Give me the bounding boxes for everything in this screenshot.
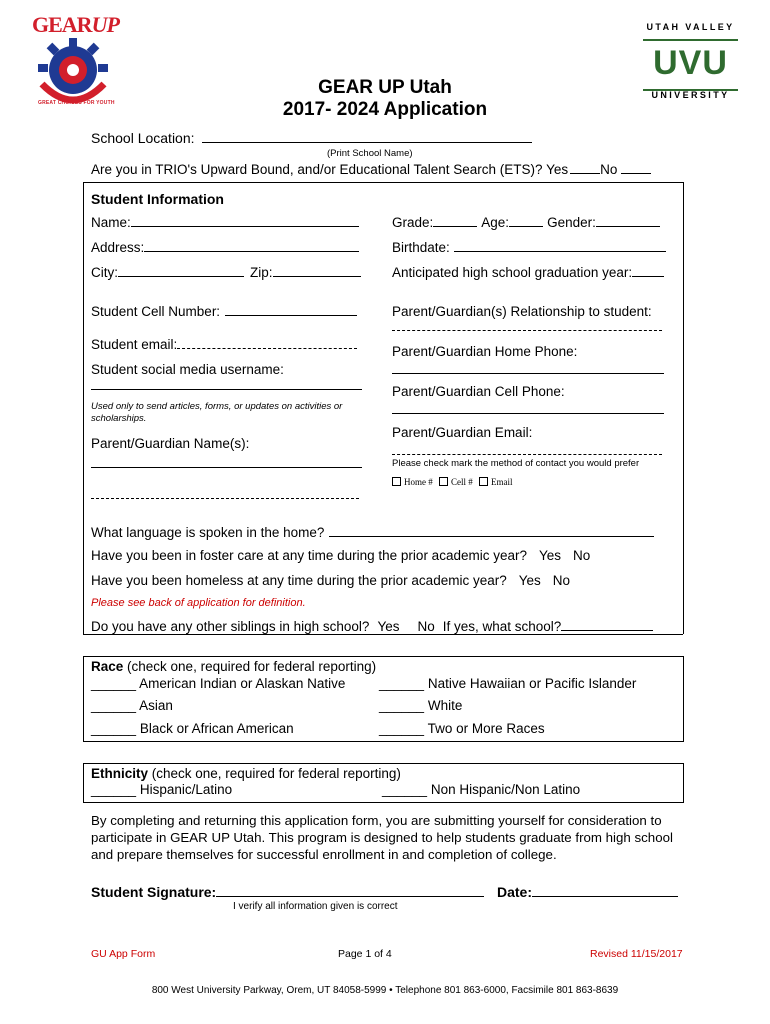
race-option-asian[interactable]: ______ Asian: [91, 698, 173, 713]
age-field[interactable]: [509, 214, 543, 227]
social-note: Used only to send articles, forms, or updates on activities or scholarships.: [91, 401, 343, 424]
race-option-american-indian[interactable]: ______ American Indian or Alaskan Native: [91, 676, 346, 691]
uvu-logo-mark: UVU: [653, 44, 728, 82]
signature-field[interactable]: [216, 884, 484, 897]
signature-label: Student Signature:: [91, 884, 217, 900]
parent-names-field-1[interactable]: [91, 467, 362, 468]
siblings-yes-option[interactable]: Yes: [377, 619, 400, 634]
homeless-question: Have you been homeless at any time during the prior academic year?: [91, 573, 507, 588]
ethnicity-heading-note: (check one, required for federal reporting): [148, 766, 401, 781]
date-label: Date:: [497, 884, 533, 900]
student-info-heading: Student Information: [91, 191, 224, 207]
trio-no-label: No: [600, 162, 618, 177]
cell-label: Student Cell Number:: [91, 304, 221, 319]
checkbox-icon: [479, 477, 488, 486]
trio-question: Are you in TRIO's Upward Bound, and/or Educational Talent Search (ETS)? Yes: [91, 162, 569, 177]
race-option-black[interactable]: ______ Black or African American: [91, 721, 294, 736]
parent-names-field-2[interactable]: [91, 498, 359, 499]
race-heading-note: (check one, required for federal reporting): [123, 659, 377, 674]
parent-email-label: Parent/Guardian Email:: [392, 425, 533, 440]
grade-label: Grade:: [392, 215, 434, 230]
ethnicity-option-hispanic[interactable]: ______ Hispanic/Latino: [91, 782, 233, 797]
address-label: Address:: [91, 240, 145, 255]
ethnicity-heading: Ethnicity: [91, 766, 149, 781]
contact-note: Please check mark the method of contact you would prefer: [392, 458, 640, 469]
uvu-logo-top: UTAH VALLEY: [646, 22, 735, 32]
grad-year-field[interactable]: [632, 264, 664, 277]
footer-revised: Revised 11/15/2017: [590, 948, 683, 960]
race-heading: Race: [91, 659, 124, 674]
city-label: City:: [91, 265, 118, 280]
parent-email-field[interactable]: [392, 454, 662, 455]
gear-icon: [34, 36, 112, 110]
cell-phone-field[interactable]: [392, 413, 664, 414]
homeless-yes-option[interactable]: Yes: [518, 573, 541, 588]
home-phone-field[interactable]: [392, 373, 664, 374]
relationship-label: Parent/Guardian(s) Relationship to student:: [392, 304, 652, 319]
date-field[interactable]: [532, 884, 678, 897]
social-field[interactable]: [91, 389, 362, 390]
footer-address: 800 West University Parkway, Orem, UT 84058-5999 • Telephone 801 863-6000, Facsimile 801 863-8639: [151, 985, 619, 996]
gearup-logo-accent: UP: [91, 12, 119, 37]
checkbox-icon: [439, 477, 448, 486]
name-label: Name:: [91, 215, 131, 230]
siblings-question: Do you have any other siblings in high school?: [91, 619, 370, 634]
footer-page-number: Page 1 of 4: [338, 948, 392, 960]
city-field[interactable]: [118, 264, 244, 277]
uvu-logo-bottom: UNIVERSITY: [651, 90, 730, 100]
cell-phone-label: Parent/Guardian Cell Phone:: [392, 384, 565, 399]
homeless-no-option[interactable]: No: [552, 573, 571, 588]
gearup-logo-ring-text: GREAT CHOICES FOR YOUTH: [38, 100, 115, 106]
race-option-white[interactable]: ______ White: [379, 698, 463, 713]
language-field[interactable]: [329, 524, 654, 537]
relationship-field[interactable]: [392, 330, 662, 331]
foster-no-option[interactable]: No: [573, 548, 591, 563]
contact-email-option[interactable]: Email: [479, 477, 513, 487]
form-title: GEAR UP Utah: [318, 77, 452, 98]
consent-statement: By completing and returning this application form, you are submitting yourself for consideration to participate in GEAR UP Utah. This program is designed to help students graduate from high school and prepare themselves for successful enrollment in and completion of college.: [91, 813, 673, 862]
school-location-label: School Location:: [91, 130, 195, 146]
siblings-no-option[interactable]: No: [417, 619, 435, 634]
home-phone-label: Parent/Guardian Home Phone:: [392, 344, 578, 359]
gearup-logo: [30, 10, 119, 110]
social-label: Student social media username:: [91, 362, 284, 377]
language-question: What language is spoken in the home?: [91, 525, 325, 540]
footer-form-id: GU App Form: [91, 948, 156, 960]
birthdate-label: Birthdate:: [392, 240, 450, 255]
trio-yes-field[interactable]: [570, 161, 600, 174]
zip-field[interactable]: [273, 264, 361, 277]
email-label: Student email:: [91, 337, 178, 352]
grade-field[interactable]: [433, 214, 477, 227]
gender-field[interactable]: [596, 214, 660, 227]
foster-question: Have you been in foster care at any time during the prior academic year?: [91, 548, 527, 563]
definition-note: Please see back of application for definition.: [91, 597, 306, 609]
foster-yes-option[interactable]: Yes: [538, 548, 562, 563]
zip-label: Zip:: [250, 265, 273, 280]
siblings-school-field[interactable]: [561, 618, 653, 631]
uvu-logo: [643, 22, 738, 106]
school-location-hint: (Print School Name): [327, 148, 413, 159]
name-field[interactable]: [131, 214, 359, 227]
gearup-logo-brand: GEAR: [32, 12, 92, 37]
siblings-school-label: If yes, what school?: [442, 619, 562, 634]
contact-home-option[interactable]: Home #: [392, 477, 433, 487]
parent-names-label: Parent/Guardian Name(s):: [91, 436, 250, 451]
gender-label: Gender:: [547, 215, 596, 230]
race-option-two-or-more[interactable]: ______ Two or More Races: [379, 721, 545, 736]
birthdate-field[interactable]: [454, 239, 666, 252]
checkbox-icon: [392, 477, 401, 486]
address-field[interactable]: [144, 239, 359, 252]
ethnicity-option-non-hispanic[interactable]: ______ Non Hispanic/Non Latino: [382, 782, 581, 797]
contact-cell-option[interactable]: Cell #: [439, 477, 473, 487]
signature-verify-note: I verify all information given is correct: [233, 901, 398, 912]
school-location-field[interactable]: [202, 130, 532, 143]
trio-no-field[interactable]: [621, 161, 651, 174]
race-option-pacific-islander[interactable]: ______ Native Hawaiian or Pacific Islander: [379, 676, 637, 691]
age-label: Age:: [481, 215, 510, 230]
form-subtitle: 2017- 2024 Application: [282, 99, 488, 120]
grad-year-label: Anticipated high school graduation year:: [392, 265, 633, 280]
email-field[interactable]: [177, 336, 357, 349]
cell-field[interactable]: [225, 303, 357, 316]
